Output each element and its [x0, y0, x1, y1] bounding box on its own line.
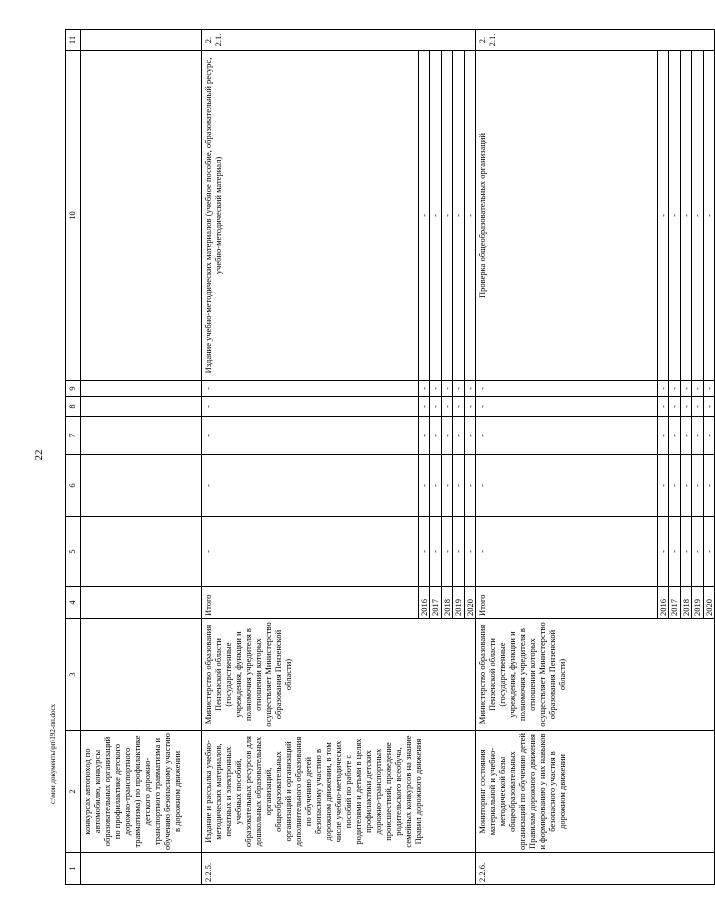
- year-value: -: [430, 381, 442, 397]
- year-cell: 2020: [464, 587, 476, 619]
- year-value: -: [418, 397, 430, 417]
- total-value: -: [476, 517, 658, 587]
- year-value: -: [703, 455, 715, 517]
- header-cell: 7: [66, 417, 81, 455]
- year-value: -: [657, 517, 669, 587]
- continuation-text: конкурсах автопоход по автомобилю, конкурсы образовательных организаций по профилактике детского дорожно-транспортного травматизма) по профилактике детского дорожно-транспортного травматизма и обучению безопасному участию в дорожном движении: [81, 731, 202, 853]
- year-value: -: [430, 455, 442, 517]
- total-value: -: [476, 381, 658, 397]
- total-value: -: [476, 397, 658, 417]
- year-value: -: [680, 517, 692, 587]
- empty-cell: [81, 517, 202, 587]
- year-value: -: [430, 397, 442, 417]
- year-value: -: [441, 397, 453, 417]
- header-cell: 11: [66, 30, 81, 51]
- year-value: -: [441, 417, 453, 455]
- activity-indicator: 2. 2.1.: [476, 30, 715, 51]
- year-value: -: [464, 381, 476, 397]
- year-cell: 2020: [703, 587, 715, 619]
- year-value: -: [464, 417, 476, 455]
- year-value: -: [464, 517, 476, 587]
- year-value: -: [464, 455, 476, 517]
- year-cell: 2017: [430, 587, 442, 619]
- year-value: -: [453, 381, 465, 397]
- activity-name: Издание и рассылка учебно-методических материалов, печатных и электронных учебных пособий, образовательных ресурсов для дошкольных образовательных организаций, общеобразовательных организаций и организаций дополнительного образования по обучению детей безопасному участию в дорожном движении, в том числе учебно-методических пособий по работе с родителями и детьми в целях профилактики детских дорожно-транспортных происшествий, проведение родительского всеобуча, семейных конкурсов на знание Правил дорожного движения: [202, 731, 476, 853]
- year-value: -: [418, 381, 430, 397]
- year-value: -: [418, 455, 430, 517]
- continuation-row: [81, 30, 202, 885]
- year-cell: 2016: [657, 587, 669, 619]
- activity-executor: Министерство образования Пензенской области (государственные учреждения, функции и полномочия учредителя в отношении которых осуществляет Министерство образования Пензенской области): [476, 619, 715, 731]
- year-value: -: [657, 455, 669, 517]
- activity-name: Мониторинг состояния материальной и учебно-методической базы общеобразовательных организаций по обучению детей Правилам дорожного движения и формированию у них навыков безопасного участия в дорожном движении: [476, 731, 715, 853]
- footer-file-path: c:\мои документы\рп\192-пп.docx: [49, 703, 57, 804]
- year-value: -: [418, 517, 430, 587]
- year-value: -: [657, 397, 669, 417]
- header-cell: 3: [66, 619, 81, 731]
- year-result: -: [669, 51, 681, 381]
- header-cell: 10: [66, 51, 81, 381]
- activity-number: 2.2.6.: [476, 853, 715, 885]
- page-number: 22: [33, 449, 45, 461]
- year-value: -: [453, 397, 465, 417]
- header-cell: 5: [66, 517, 81, 587]
- year-result: -: [418, 51, 430, 381]
- year-value: -: [453, 455, 465, 517]
- empty-cell: [81, 30, 202, 51]
- year-value: -: [430, 517, 442, 587]
- activity-indicator: 2. 2.1.: [202, 30, 476, 51]
- year-cell: 2019: [692, 587, 704, 619]
- year-value: -: [441, 517, 453, 587]
- year-result: -: [680, 51, 692, 381]
- program-activities-table: [65, 29, 715, 885]
- empty-cell: [81, 587, 202, 619]
- year-value: -: [669, 455, 681, 517]
- year-result: -: [692, 51, 704, 381]
- empty-cell: [81, 51, 202, 381]
- year-result: -: [657, 51, 669, 381]
- year-value: -: [657, 381, 669, 397]
- activity-number: 2.2.5.: [202, 853, 476, 885]
- year-value: -: [703, 517, 715, 587]
- total-label: Итого: [202, 587, 419, 619]
- year-value: -: [680, 381, 692, 397]
- year-value: -: [669, 417, 681, 455]
- header-cell: 8: [66, 397, 81, 417]
- activity-result: Проверка общеобразовательных организаций: [476, 51, 658, 381]
- table-body: [66, 30, 715, 885]
- year-cell: 2018: [441, 587, 453, 619]
- year-value: -: [669, 381, 681, 397]
- year-value: -: [441, 381, 453, 397]
- year-value: -: [453, 417, 465, 455]
- year-value: -: [692, 417, 704, 455]
- year-value: -: [430, 417, 442, 455]
- empty-cell: [81, 381, 202, 397]
- header-cell: 4: [66, 587, 81, 619]
- header-cell: 1: [66, 853, 81, 885]
- empty-cell: [81, 397, 202, 417]
- year-value: -: [418, 417, 430, 455]
- year-result: -: [703, 51, 715, 381]
- total-value: -: [202, 381, 419, 397]
- year-value: -: [464, 397, 476, 417]
- total-value: -: [202, 397, 419, 417]
- empty-cell: [81, 455, 202, 517]
- activity-result: Издание учебно-методических материалов (учебное пособие, образовательный ресурс, учебно-методический материал): [202, 51, 419, 381]
- year-value: -: [680, 397, 692, 417]
- year-cell: 2017: [669, 587, 681, 619]
- year-value: -: [703, 417, 715, 455]
- activity-executor: Министерство образования Пензенской области (государственные учреждения, функции и полномочия учредителя в отношении которых осуществляет Министерство образования Пензенской области): [202, 619, 476, 731]
- year-result: -: [441, 51, 453, 381]
- year-result: -: [430, 51, 442, 381]
- activity-row: [476, 30, 658, 885]
- total-value: -: [202, 417, 419, 455]
- year-value: -: [703, 381, 715, 397]
- year-value: -: [692, 381, 704, 397]
- year-value: -: [692, 397, 704, 417]
- total-value: -: [202, 455, 419, 517]
- header-cell: 6: [66, 455, 81, 517]
- year-value: -: [703, 397, 715, 417]
- year-cell: 2018: [680, 587, 692, 619]
- year-value: -: [680, 417, 692, 455]
- header-row: [66, 30, 81, 885]
- total-label: Итого: [476, 587, 658, 619]
- year-value: -: [669, 397, 681, 417]
- year-value: -: [680, 455, 692, 517]
- year-value: -: [669, 517, 681, 587]
- total-value: -: [476, 417, 658, 455]
- activity-row: [202, 30, 419, 885]
- year-cell: 2019: [453, 587, 465, 619]
- total-value: -: [202, 517, 419, 587]
- year-result: -: [453, 51, 465, 381]
- year-result: -: [464, 51, 476, 381]
- year-value: -: [453, 517, 465, 587]
- header-cell: 2: [66, 731, 81, 853]
- empty-cell: [81, 619, 202, 731]
- empty-cell: [81, 853, 202, 885]
- rotated-table-sheet: [65, 30, 714, 885]
- year-value: -: [657, 417, 669, 455]
- empty-cell: [81, 417, 202, 455]
- year-value: -: [692, 455, 704, 517]
- year-value: -: [692, 517, 704, 587]
- header-cell: 9: [66, 381, 81, 397]
- year-cell: 2016: [418, 587, 430, 619]
- total-value: -: [476, 455, 658, 517]
- year-value: -: [441, 455, 453, 517]
